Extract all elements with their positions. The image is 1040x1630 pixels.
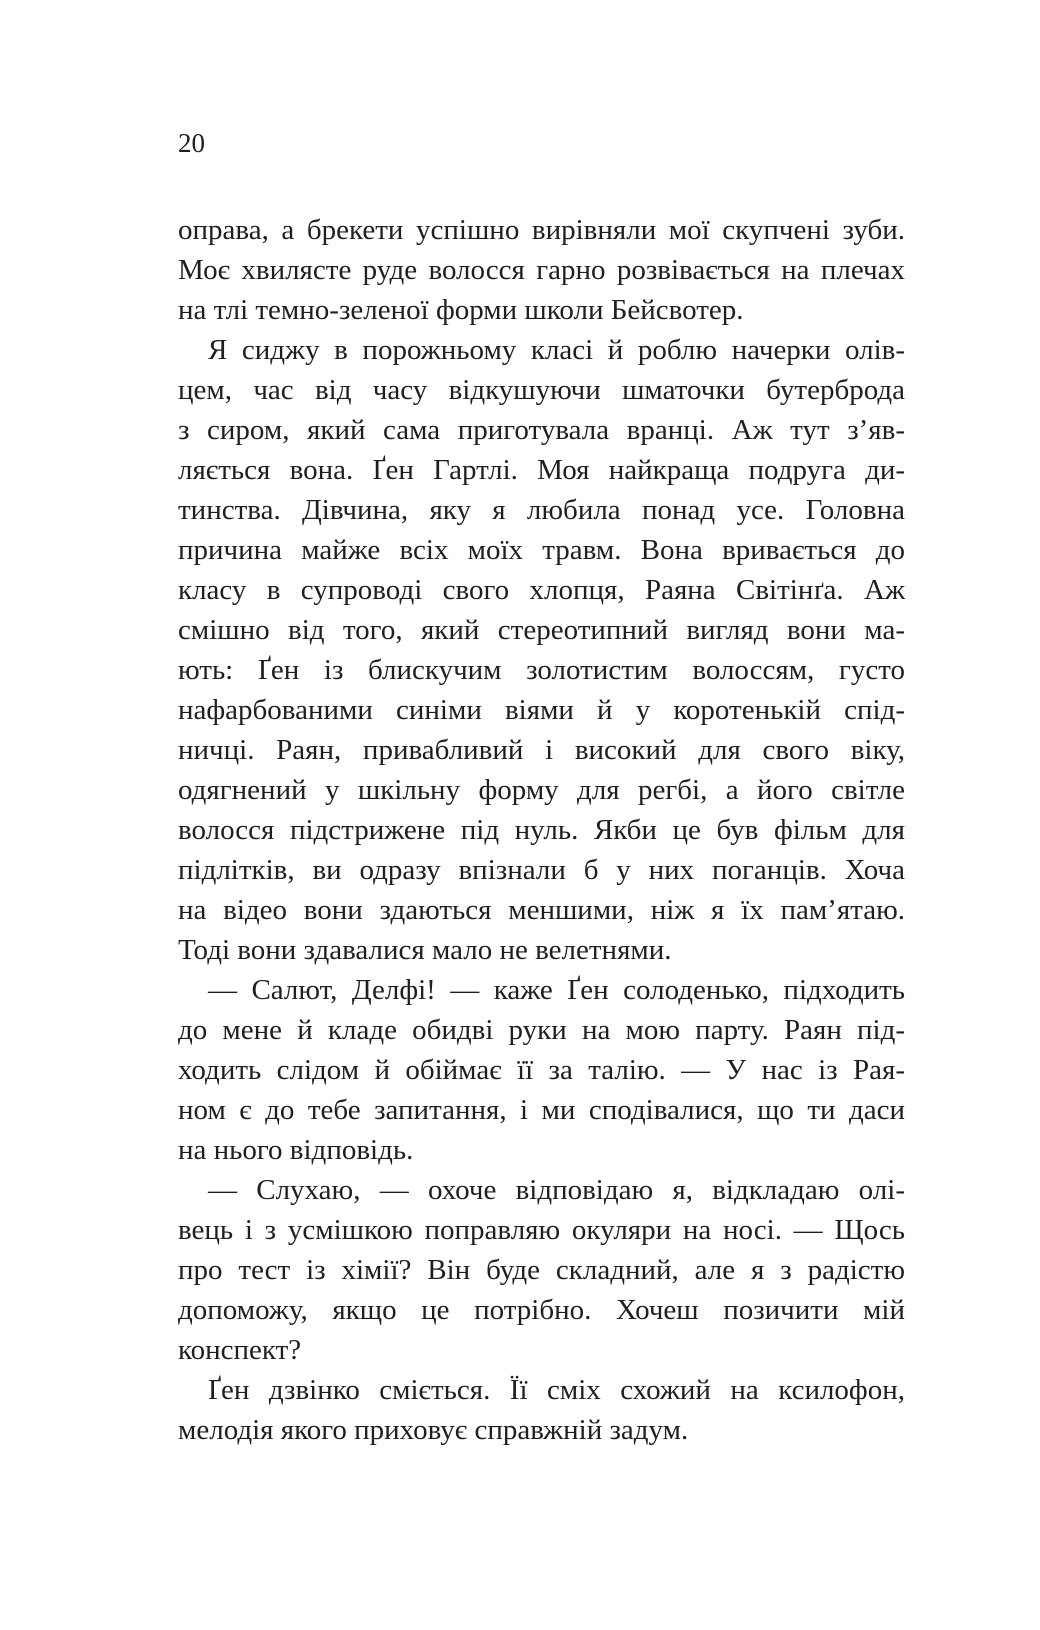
text-line: причина майже всіх моїх травм. Вона вривається до bbox=[178, 534, 905, 566]
text-line: на відео вони здаються меншими, ніж я їх пам’ятаю. bbox=[178, 894, 905, 926]
text-line: на тлі темно-зеленої форми школи Бейсвотер. bbox=[178, 294, 744, 326]
body-text bbox=[178, 210, 905, 1450]
text-line: ють: Ґен із блискучим золотистим волоссям, густо bbox=[178, 654, 905, 686]
text-line: з сиром, який сама приготувала вранці. Аж тут з’яв- bbox=[178, 414, 905, 446]
paragraph bbox=[178, 1170, 905, 1370]
text-line: про тест із хімії? Він буде складний, але я з радістю bbox=[178, 1254, 905, 1286]
text-line: — Слухаю, — охоче відповідаю я, відкладаю олі- bbox=[208, 1174, 905, 1206]
text-line: Я сиджу в порожньому класі й роблю начерки олів- bbox=[208, 334, 905, 366]
text-line: вець і з усмішкою поправляю окуляри на носі. — Щось bbox=[178, 1214, 905, 1246]
text-line: до мене й кладе обидві руки на мою парту. Раян під- bbox=[178, 1014, 905, 1046]
text-line: на нього відповідь. bbox=[178, 1134, 414, 1166]
text-line: цем, час від часу відкушуючи шматочки бутерброда bbox=[178, 374, 905, 406]
text-line: ничці. Раян, привабливий і високий для свого віку, bbox=[178, 734, 905, 766]
text-line: волосся підстрижене під нуль. Якби це був фільм для bbox=[178, 814, 905, 846]
text-line: ходить слідом й обіймає її за талію. — У нас із Рая- bbox=[178, 1054, 905, 1086]
text-line: нафарбованими синіми віями й у коротенькій спід- bbox=[178, 694, 905, 726]
text-line: ляється вона. Ґен Гартлі. Моя найкраща подруга ди- bbox=[178, 454, 905, 486]
text-line: допоможу, якщо це потрібно. Хочеш позичити мій bbox=[178, 1294, 905, 1326]
text-line: підлітків, ви одразу впізнали б у них поганців. Хоча bbox=[178, 854, 905, 886]
page-number: 20 bbox=[178, 128, 205, 158]
text-line: оправа, а брекети успішно вирівняли мої скупчені зуби. bbox=[178, 214, 905, 246]
paragraph bbox=[178, 1370, 905, 1450]
text-line: мелодія якого приховує справжній задум. bbox=[178, 1414, 689, 1446]
text-line: класу в супроводі свого хлопця, Раяна Світінґа. Аж bbox=[178, 574, 905, 606]
text-line: Ґен дзвінко сміється. Її сміх схожий на ксилофон, bbox=[208, 1374, 905, 1406]
text-line: тинства. Дівчина, яку я любила понад усе. Головна bbox=[178, 494, 905, 526]
text-line: одягнений у шкільну форму для регбі, а його світле bbox=[178, 774, 905, 806]
text-line: ном є до тебе запитання, і ми сподівалися, що ти даси bbox=[178, 1094, 905, 1126]
text-line: смішно від того, який стереотипний вигляд вони ма- bbox=[178, 614, 905, 646]
paragraph bbox=[178, 210, 905, 330]
text-line: — Салют, Делфі! — каже Ґен солоденько, підходить bbox=[208, 974, 905, 1006]
paragraph bbox=[178, 970, 905, 1170]
text-line: Тоді вони здавалися мало не велетнями. bbox=[178, 934, 672, 966]
paragraph bbox=[178, 330, 905, 970]
text-line: Моє хвилясте руде волосся гарно розвівається на плечах bbox=[178, 254, 905, 286]
text-line: конспект? bbox=[178, 1334, 302, 1366]
